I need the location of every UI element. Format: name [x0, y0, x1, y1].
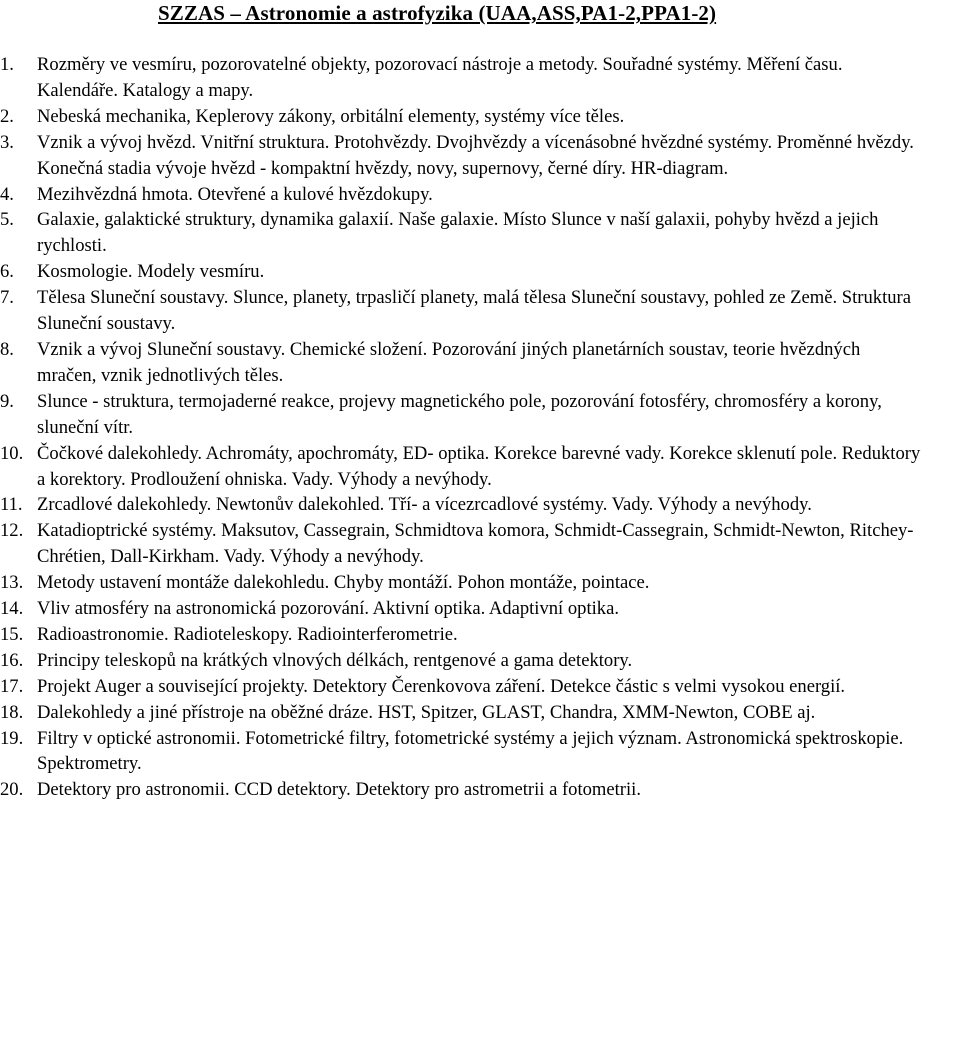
list-item [0, 285, 923, 337]
list-item-text: Projekt Auger a související projekty. Detektory Čerenkovova záření. Detekce částic s velmi vysokou energií. [37, 675, 846, 697]
list-item-text: Slunce - struktura, termojaderné reakce, projevy magnetického pole, pozorování fotosféry, chromosféry a korony, sluneční vítr. [37, 390, 882, 438]
list-item [0, 259, 923, 285]
list-item [0, 570, 923, 596]
list-item-number: 9. [0, 390, 14, 412]
list-item [0, 389, 923, 441]
list-item-text: Vznik a vývoj hvězd. Vnitřní struktura. Protohvězdy. Dvojhvězdy a vícenásobné hvězdné systémy. Proměnné hvězdy. Konečná stadia vývoje hvězd - kompaktní hvězdy, novy, supernovy, černé díry. HR-diagram. [37, 131, 914, 179]
list-item [0, 182, 923, 208]
list-item-text: Katadioptrické systémy. Maksutov, Cassegrain, Schmidtova komora, Schmidt-Cassegrain, Schmidt-Newton, Ritchey-Chrétien, Dall-Kirkham. Vady. Výhody a nevýhody. [37, 520, 914, 568]
list-item [0, 337, 923, 389]
list-item [0, 648, 923, 674]
list-item-number: 5. [0, 209, 14, 231]
list-item-text: Galaxie, galaktické struktury, dynamika galaxií. Naše galaxie. Místo Slunce v naší galaxii, pohyby hvězd a jejich rychlosti. [37, 209, 879, 257]
list-item-text: Zrcadlové dalekohledy. Newtonův dalekohled. Tří- a vícezrcadlové systémy. Vady. Výhody a nevýhody. [37, 494, 812, 516]
list-item [0, 726, 923, 778]
document-title: SZZAS – Astronomie a astrofyzika (UAA,ASS,PA1-2,PPA1-2) [158, 1, 717, 25]
list-item-text: Rozměry ve vesmíru, pozorovatelné objekty, pozorovací nástroje a metody. Souřadné systémy. Měření času. Kalendáře. Katalogy a mapy. [37, 54, 843, 101]
list-item-text: Kosmologie. Modely vesmíru. [37, 261, 265, 283]
list-item [0, 700, 923, 726]
list-item [0, 441, 923, 493]
list-item-number: 14. [0, 598, 24, 620]
list-item-number: 12. [0, 520, 24, 542]
list-item [0, 130, 923, 182]
list-item-text: Filtry v optické astronomii. Fotometrické filtry, fotometrické systémy a jejich význam. Astronomická spektroskopie. Spektrometry. [37, 727, 904, 775]
list-item [0, 207, 923, 259]
list-item [0, 674, 923, 700]
list-item-text: Dalekohledy a jiné přístroje na oběžné dráze. HST, Spitzer, GLAST, Chandra, XMM-Newton, COBE aj. [37, 701, 816, 723]
list-item-text: Nebeská mechanika, Keplerovy zákony, orbitální elementy, systémy více těles. [37, 105, 625, 127]
list-item-text: Vliv atmosféry na astronomická pozorování. Aktivní optika. Adaptivní optika. [37, 598, 619, 620]
list-item-number: 16. [0, 649, 24, 671]
list-item-text: Vznik a vývoj Sluneční soustavy. Chemické složení. Pozorování jiných planetárních soustav, teorie hvězdných mračen, vznik jednotlivých těles. [37, 338, 861, 386]
list-item-text: Detektory pro astronomii. CCD detektory. Detektory pro astrometrii a fotometrii. [37, 779, 641, 801]
list-item-number: 10. [0, 442, 24, 464]
list-item-number: 7. [0, 287, 14, 309]
list-item-text: Principy teleskopů na krátkých vlnových délkách, rentgenové a gama detektory. [37, 649, 633, 671]
list-item-number: 8. [0, 338, 14, 360]
list-item-text: Radioastronomie. Radioteleskopy. Radiointerferometrie. [37, 623, 458, 645]
list-item-number: 3. [0, 131, 14, 153]
list-item [0, 622, 923, 648]
list-item-number: 17. [0, 675, 24, 697]
list-item [0, 52, 923, 104]
list-item-text: Tělesa Sluneční soustavy. Slunce, planety, trpasličí planety, malá tělesa Sluneční soustavy, pohled ze Země. Struktura Sluneční soustavy. [37, 287, 912, 335]
list-item [0, 492, 923, 518]
list-item-number: 11. [0, 494, 23, 516]
list-item-text: Mezihvězdná hmota. Otevřené a kulové hvězdokupy. [37, 183, 433, 205]
list-item-number: 20. [0, 779, 24, 801]
list-item-number: 18. [0, 701, 24, 723]
list-item [0, 777, 923, 803]
list-item-number: 4. [0, 183, 14, 205]
list-item-number: 15. [0, 623, 24, 645]
list-item [0, 596, 923, 622]
list-item-number: 13. [0, 572, 24, 594]
list-item-number: 2. [0, 105, 14, 127]
list-item [0, 518, 923, 570]
list-item-number: 6. [0, 261, 14, 283]
list-item-text: Metody ustavení montáže dalekohledu. Chyby montáží. Pohon montáže, pointace. [37, 572, 650, 594]
list-item-text: Čočkové dalekohledy. Achromáty, apochromáty, ED- optika. Korekce barevné vady. Korekce sklenutí pole. Reduktory a korektory. Prodloužení ohniska. Vady. Výhody a nevýhody. [37, 442, 921, 490]
topic-list [0, 52, 960, 803]
list-item-number: 19. [0, 727, 24, 749]
list-item-number: 1. [0, 54, 14, 75]
list-item [0, 104, 923, 130]
